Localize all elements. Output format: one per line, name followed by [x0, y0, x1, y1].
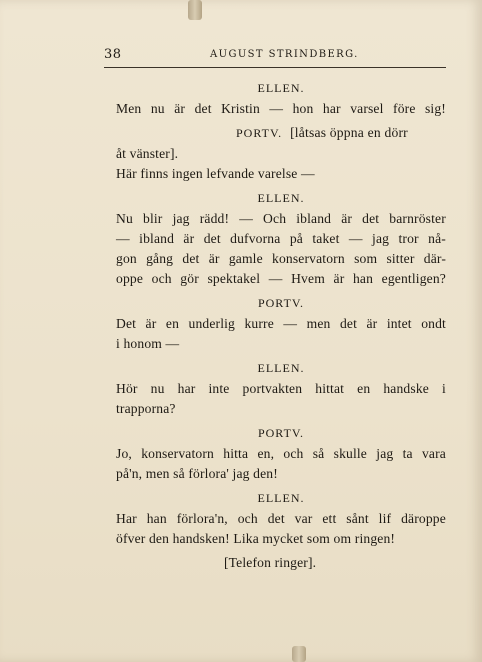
header-rule: [104, 67, 446, 68]
text-line: — ibland är det dufvorna på taket — jag tror nå-: [116, 231, 446, 246]
speaker-name: ELLEN.: [257, 81, 305, 95]
page-clip-bottom: [292, 646, 306, 662]
text-line: Men nu är det Kristin — hon har varsel före sig!: [116, 101, 446, 116]
text-line: gon gång det är gamle konservatorn som sitter där-: [116, 251, 446, 266]
speaker-name: PORTV.: [257, 426, 305, 440]
stage-direction: [Telefon ringer].: [224, 555, 317, 570]
text-line: öfver den handsken! Lika mycket som om ringen!: [116, 531, 396, 546]
text-line: på'n, men så förlora' jag den!: [116, 466, 278, 481]
stage-direction: [låtsas öppna en dörr: [290, 125, 408, 140]
page-number: 38: [104, 47, 122, 62]
speaker-name: ELLEN.: [257, 361, 305, 375]
speaker-name: PORTV.: [236, 126, 283, 140]
speaker-name: ELLEN.: [257, 491, 305, 505]
text-line: Har han förlora'n, och det var ett sånt lif däroppe: [116, 511, 446, 526]
page-header: [104, 47, 446, 67]
page-clip-top: [188, 0, 202, 20]
text-line: åt vänster].: [116, 146, 179, 161]
text-line: Hör nu har inte portvakten hittat en handske i: [116, 381, 446, 396]
text-line: Här finns ingen lefvande varelse —: [116, 166, 315, 181]
speaker-name: ELLEN.: [257, 191, 305, 205]
play-text: [116, 80, 446, 573]
text-line: i honom —: [116, 336, 180, 351]
running-head: AUGUST STRINDBERG.: [210, 49, 359, 60]
text-line: Nu blir jag rädd! — Och ibland är det barnröster: [116, 211, 446, 226]
text-line: Jo, konservatorn hitta en, och så skulle jag ta vara: [116, 446, 446, 461]
text-line: trapporna?: [116, 401, 176, 416]
speaker-name: PORTV.: [257, 296, 305, 310]
text-line: Det är en underlig kurre — men det är intet ondt: [116, 316, 446, 331]
text-line: oppe och gör spektakel — Hvem är han egentligen?: [116, 271, 446, 286]
speaker-line: [116, 125, 446, 141]
